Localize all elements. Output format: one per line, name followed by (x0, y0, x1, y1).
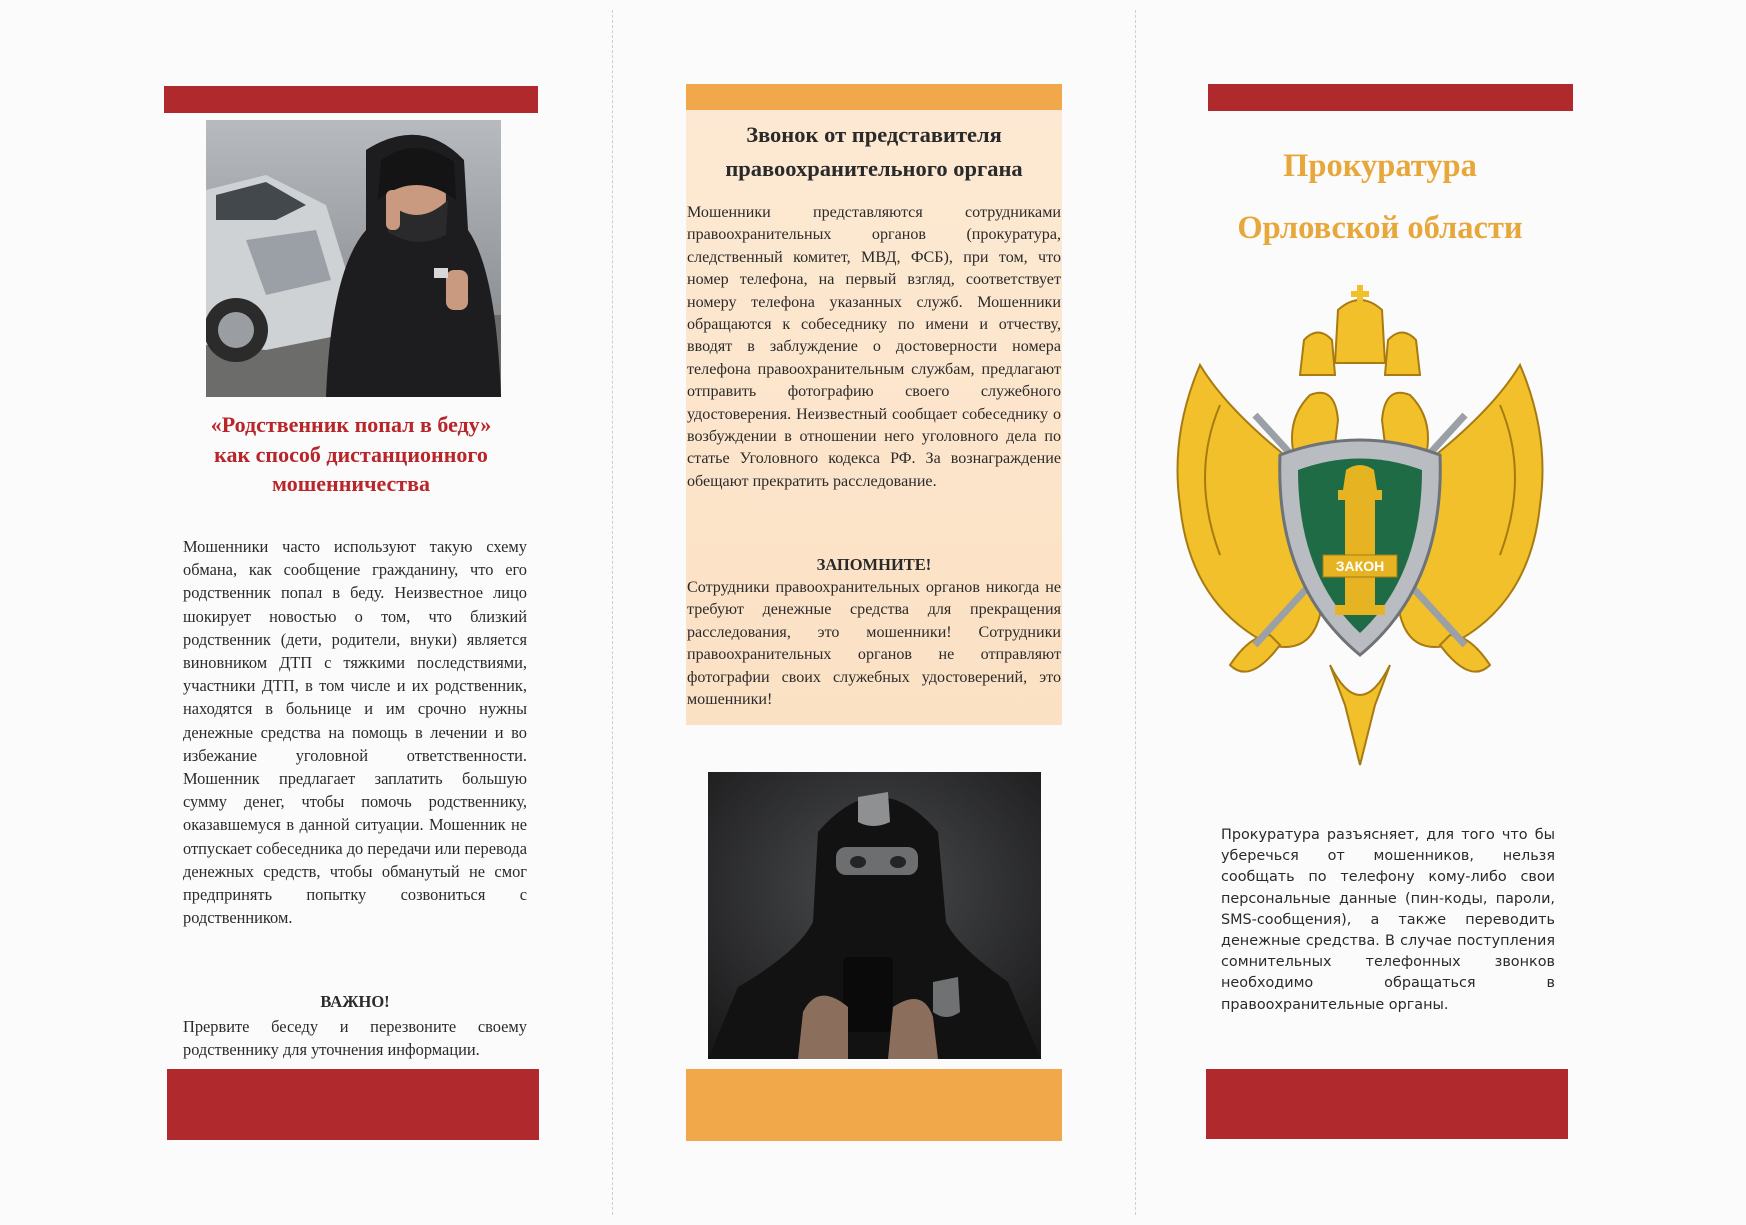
left-heading: «Родственник попал в беду» как способ дистанционного мошенничества (210, 412, 492, 496)
left-top-bar (164, 86, 538, 113)
left-important-text: Прервите беседу и перезвоните своему родственнику для уточнения информации. (183, 1017, 527, 1060)
emblem-zakon-label: ЗАКОН (1335, 558, 1385, 574)
middle-heading: Звонок от представителя правоохранительного органа (725, 122, 1023, 181)
masked-caller-photo (708, 772, 1041, 1059)
right-title-line1: Прокуратура (1283, 148, 1477, 184)
right-body-text: Прокуратура разъясняет, для того что бы уберечься от мошенников, нельзя сообщать по телефону кому-либо свои персональные данные (пин-коды, пароли, SMS-сообщения), а также переводить денежные средства. В случае поступления сомнительных телефонных звонков необходимо обращаться в правоохранительные органы. (1221, 827, 1555, 1013)
right-top-bar (1208, 84, 1573, 111)
right-bottom-bar (1206, 1069, 1568, 1139)
middle-remember-text: Сотрудники правоохранительных органов никогда не требуют денежные средства для прекращения расследования, это мошенники! Сотрудники правоохранительных органов не отправляют фотографии своих служебных удостоверений, это мошенники! (687, 579, 1061, 709)
left-bottom-bar (167, 1069, 539, 1140)
accident-photo (206, 120, 501, 397)
middle-remember-title: ЗАПОМНИТЕ! (816, 555, 932, 574)
right-title (1170, 135, 1590, 259)
middle-body-text: Мошенники представляются сотрудниками правоохранительных органов (прокуратура, следственный комитет, МВД, ФСБ), при том, что номер телефона, на первый взгляд, соответствует номеру телефона указанных служб. Мошенники обращаются к собеседнику по имени и отчеству, вводят в заблуждение о достоверности номера телефона правоохранительным службам, предлагают отправить фотографию своего служебного удостоверения. Неизвестный сообщает собеседнику о возбуждении в отношении него уголовного дела по статье Уголовного кодекса РФ. За вознаграждение обещают прекратить расследование. (687, 204, 1061, 490)
left-body-text: Мошенники часто используют такую схему обмана, как сообщение гражданину, что его родственник попал в беду. Неизвестное лицо шокирует новостью о том, что близкий родственник (дети, родители, внуки) является виновником ДТП с тяжкими последствиями, участники ДТП, в том числе и их родственник, находятся в больнице и им срочно нужны денежные средства на помощь в лечении и во избежание уголовной ответственности. Мошенник предлагает заплатить большую сумму денег, чтобы помочь родственнику, оказавшемуся в данной ситуации. Мошенник не отпускает собеседника до передачи или перевода денежных средств, чтобы обманутый не смог предпринять попытку созвониться с родственником. (183, 537, 527, 928)
middle-top-bar (686, 84, 1062, 111)
fold-line-left (612, 10, 613, 1215)
fold-line-right (1135, 10, 1136, 1215)
middle-bottom-bar (686, 1069, 1062, 1141)
left-important-title: ВАЖНО! (320, 992, 390, 1011)
right-title-line2: Орловской области (1237, 210, 1523, 246)
prosecutor-eagle-emblem (1160, 285, 1560, 775)
